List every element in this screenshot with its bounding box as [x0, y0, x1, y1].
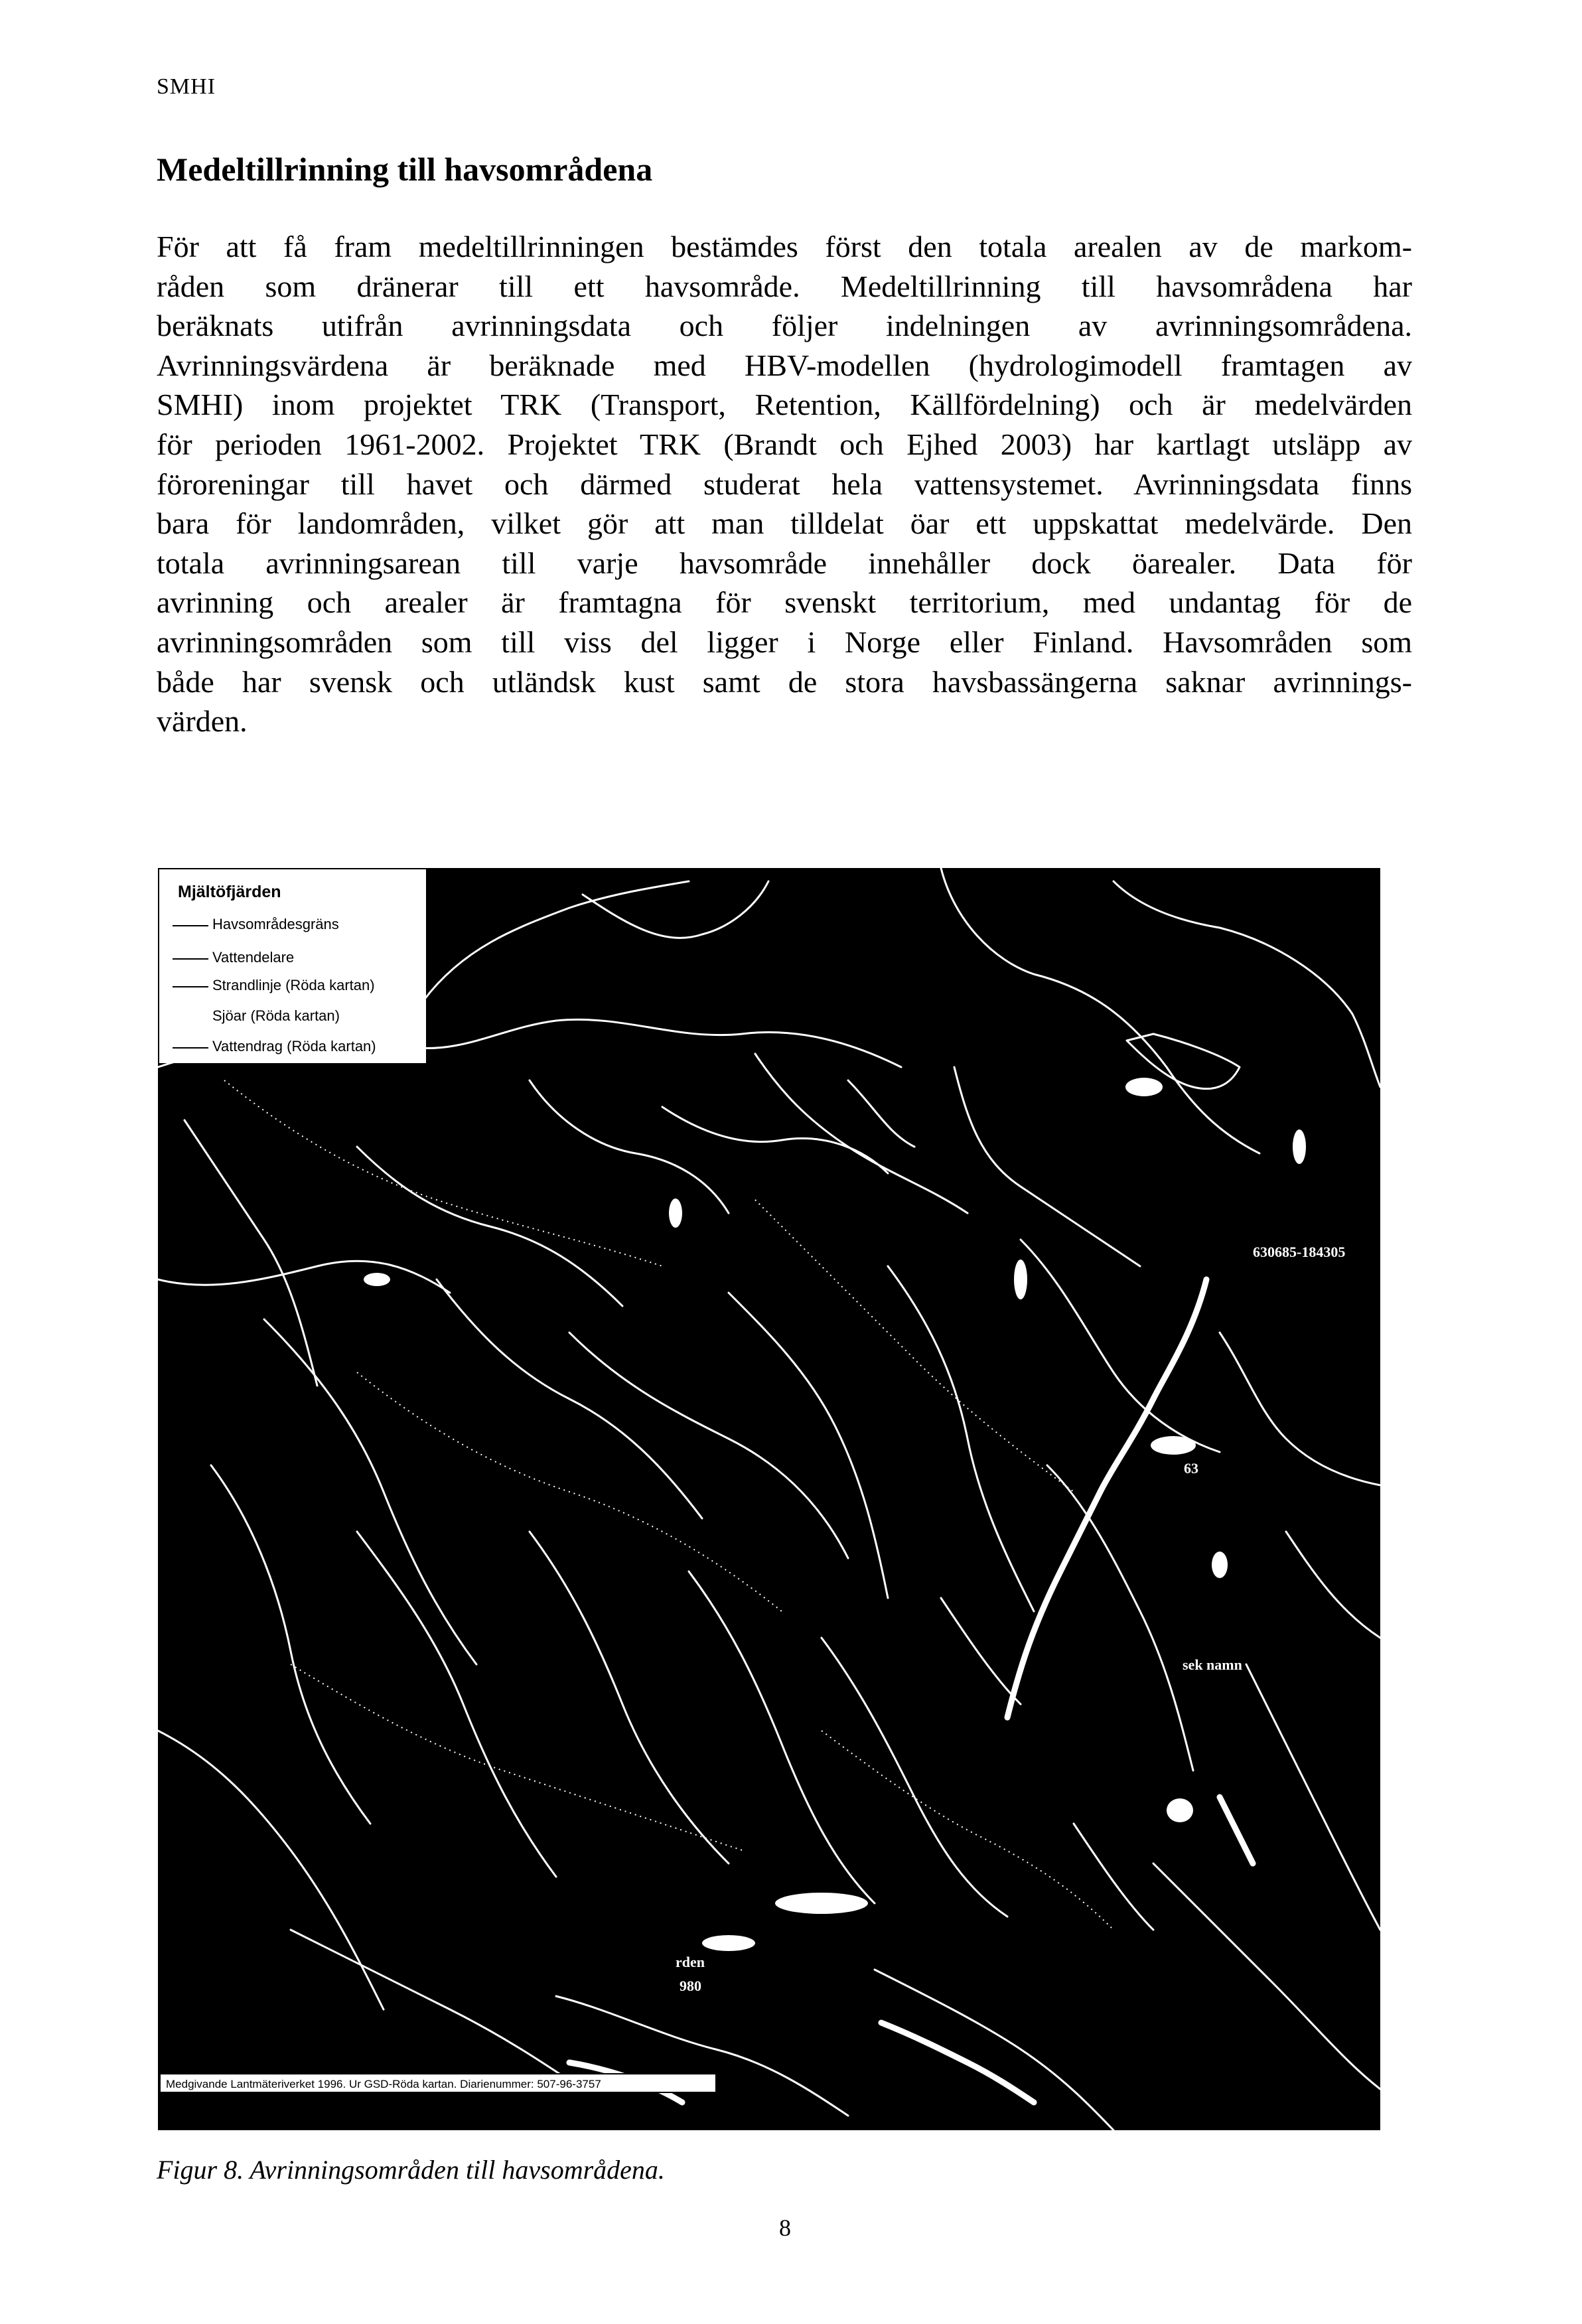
legend-line-vattendrag: [173, 1047, 208, 1049]
legend-item: Vattendrag (Röda kartan): [212, 1038, 376, 1054]
legend-item: Vattendelare: [212, 949, 295, 966]
map-label-sek-namn: sek namn: [1183, 1656, 1242, 1673]
header-org: SMHI: [157, 74, 216, 99]
body-line: totala avrinningsarean till varje havsområde innehåller dock öarealer. Data för: [157, 545, 1412, 580]
body-line: föroreningar till havet och därmed studerat hela vattensystemet. Avrinningsdata finns: [157, 467, 1412, 501]
legend-item: Sjöar (Röda kartan): [212, 1007, 340, 1024]
body-line: råden som dränerar till ett havsområde. Medeltillrinning till havsområdena har: [157, 269, 1412, 303]
legend-item: Havsområdesgräns: [212, 916, 339, 932]
map-copyright: Medgivande Lantmäteriverket 1996. Ur GSD-Röda kartan. Diarienummer: 507-96-3757: [159, 2073, 717, 2093]
catchment-map: [157, 867, 1382, 2132]
body-line: värden.: [157, 704, 248, 739]
map-label-63: 63: [1184, 1460, 1198, 1477]
body-line: För att få fram medeltillrinningen bestämdes först den totala arealen av de markom-: [157, 230, 1412, 263]
body-line: avrinning och arealer är framtagna för svenskt territorium, med undantag för de: [157, 585, 1412, 620]
legend-title: Mjältöfjärden: [178, 883, 281, 901]
legend-line-strandlinje: [173, 986, 208, 987]
map-label-rden: rden: [676, 1954, 705, 1970]
body-line: beräknats utifrån avrinningsdata och följer indelningen av avrinningsområdena.: [157, 309, 1412, 343]
map-label-980: 980: [680, 1978, 701, 1994]
body-line: SMHI) inom projektet TRK (Transport, Retention, Källfördelning) och är medelvärden: [157, 388, 1412, 422]
map-label-code: 630685-184305: [1253, 1244, 1346, 1260]
map-legend: [159, 869, 426, 1063]
section-title: Medeltillrinning till havsområdena: [157, 151, 653, 188]
body-paragraph: [157, 227, 1412, 741]
body-line: bara för landområden, vilket gör att man tilldelat öar ett uppskattat medelvärde. Den: [157, 506, 1412, 541]
legend-line-vattendelare: [173, 958, 208, 960]
body-line: Avrinningsvärdena är beräknade med HBV-modellen (hydrologimodell framtagen av: [157, 348, 1412, 382]
body-line: avrinningsområden som till viss del ligger i Norge eller Finland. Havsområden som: [157, 624, 1412, 659]
page-number: 8: [779, 2215, 791, 2241]
figure-caption: Figur 8. Avrinningsområden till havsområdena.: [157, 2155, 665, 2185]
body-line: både har svensk och utländsk kust samt de stora havsbassängerna saknar avrinnings-: [157, 664, 1412, 699]
body-line: för perioden 1961-2002. Projektet TRK (Brandt och Ejhed 2003) har kartlagt utsläpp av: [157, 427, 1412, 461]
legend-item: Strandlinje (Röda kartan): [212, 977, 375, 993]
legend-line-havsomradesgrans: [173, 925, 208, 926]
